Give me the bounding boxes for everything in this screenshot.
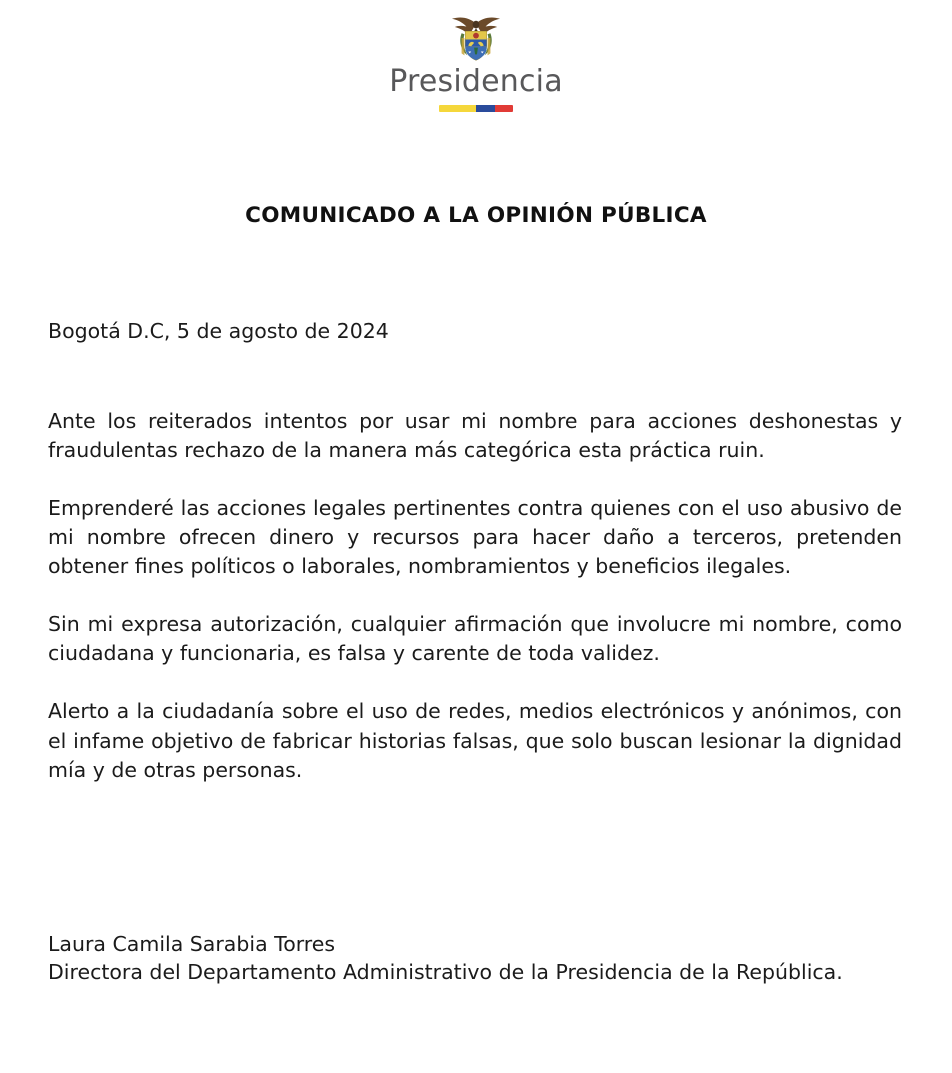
tricolor-bar bbox=[439, 105, 513, 112]
body-paragraph: Ante los reiterados intentos por usar mi nombre para acciones deshonestas y fraudulentas rechazo de la manera más categórica esta práctica ruin. bbox=[48, 408, 902, 462]
page-title: COMUNICADO A LA OPINIÓN PÚBLICA bbox=[245, 203, 707, 228]
tricolor-band-blue bbox=[476, 105, 495, 112]
body-paragraph: Emprenderé las acciones legales pertinentes contra quienes con el uso abusivo de mi nombre ofrecen dinero y recursos para hacer daño a terceros, pretenden obtener fines políticos o laborales, nombramientos y beneficios ilegales. bbox=[48, 495, 902, 579]
body-paragraph: Alerto a la ciudadanía sobre el uso de redes, medios electrónicos y anónimos, con el infame objetivo de fabricar historias falsas, que solo buscan lesionar la dignidad mía y de otras personas. bbox=[48, 699, 902, 782]
presidencia-wordmark: Presidencia bbox=[389, 64, 563, 99]
document-body bbox=[48, 318, 902, 785]
letterhead bbox=[0, 14, 952, 112]
signatory-name: Laura Camila Sarabia Torres bbox=[48, 932, 336, 956]
colombia-coat-of-arms-icon bbox=[447, 14, 505, 64]
tricolor-band-red bbox=[495, 105, 514, 112]
signatory-role: Directora del Departamento Administrativo de la Presidencia de la República. bbox=[48, 960, 843, 985]
dateline: Bogotá D.C, 5 de agosto de 2024 bbox=[48, 319, 389, 343]
signature-block bbox=[48, 930, 902, 987]
tricolor-band-yellow bbox=[439, 105, 476, 112]
body-paragraph: Sin mi expresa autorización, cualquier afirmación que involucre mi nombre, como ciudadana y funcionaria, es falsa y carente de toda validez. bbox=[48, 612, 902, 666]
